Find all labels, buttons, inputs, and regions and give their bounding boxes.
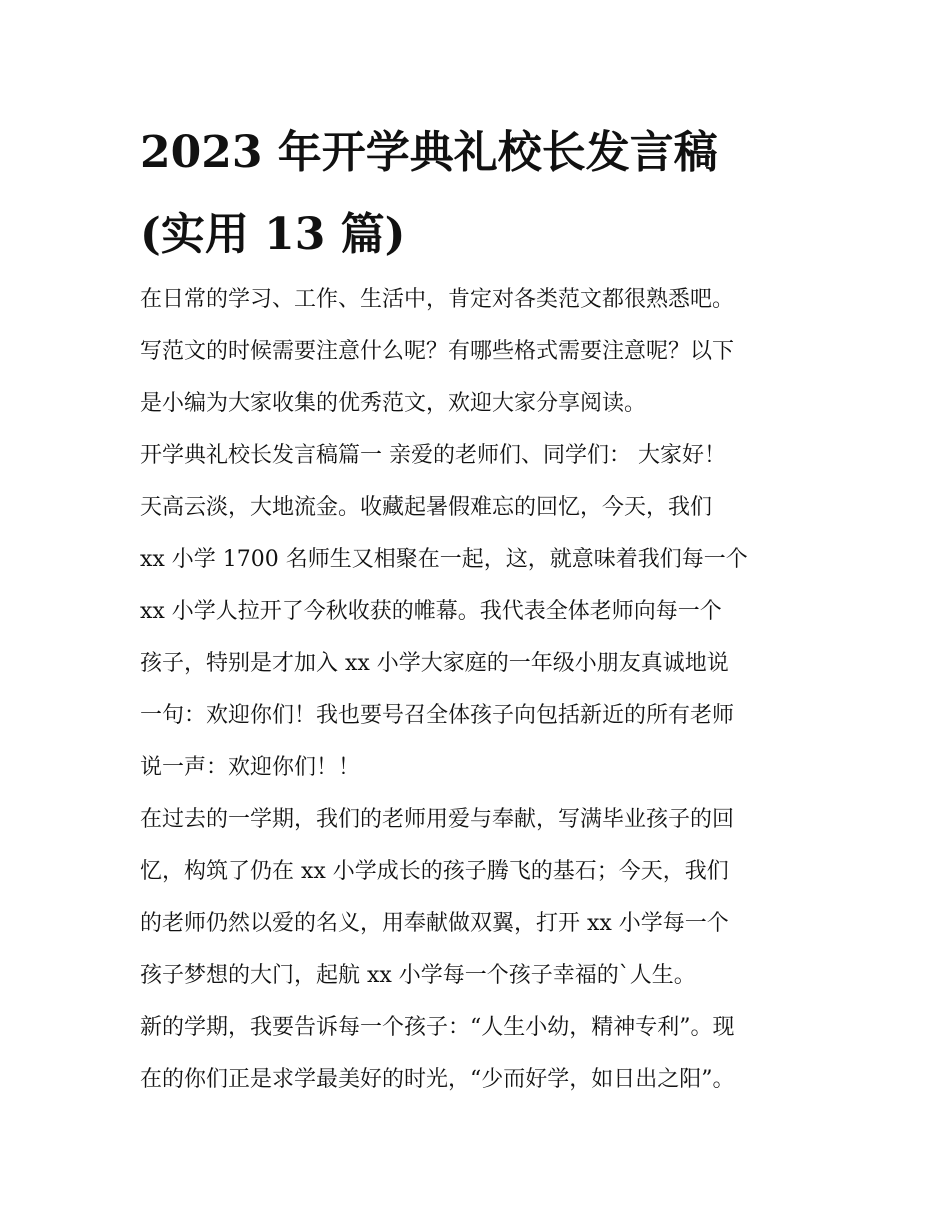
body-line: 忆，构筑了仍在 xx 小学成长的孩子腾飞的基石；今天，我们 <box>140 859 729 884</box>
body-line: 一句：欢迎你们！我也要号召全体孩子向包括新近的所有老师 <box>140 703 735 728</box>
body-line: 的老师仍然以爱的名义，用奉献做双翼，打开 xx 小学每一个 <box>140 911 729 936</box>
body-line: 说一声：欢迎你们！！ <box>140 755 361 780</box>
body-line: 在日常的学习、工作、生活中，肯定对各类范文都很熟悉吧。 <box>140 287 735 312</box>
body-line: 在的你们正是求学最美好的时光，“少而好学，如日出之阳”。 <box>140 1067 735 1092</box>
body-line: 写范文的时候需要注意什么呢？有哪些格式需要注意呢？以下 <box>140 339 735 364</box>
body-line: 天高云淡，大地流金。收藏起暑假难忘的回忆，今天，我们 <box>140 495 713 520</box>
document-body <box>140 274 830 1106</box>
body-line: xx 小学人拉开了今秋收获的帷幕。我代表全体老师向每一个 <box>140 599 722 624</box>
title-line-1: 2023 年开学典礼校长发言稿 <box>140 127 718 178</box>
body-line: 是小编为大家收集的优秀范文，欢迎大家分享阅读。 <box>140 391 647 416</box>
body-line: 孩子，特别是才加入 xx 小学大家庭的一年级小朋友真诚地说 <box>140 651 729 676</box>
body-line: 新的学期，我要告诉每一个孩子：“人生小幼，精神专利”。现 <box>140 1015 735 1040</box>
body-line: 在过去的一学期，我们的老师用爱与奉献，写满毕业孩子的回 <box>140 807 735 832</box>
body-line: 开学典礼校长发言稿篇一 亲爱的老师们、同学们： 大家好！ <box>140 443 726 468</box>
title-line-2: (实用 13 篇) <box>140 209 406 260</box>
body-line: xx 小学 1700 名师生又相聚在一起，这，就意味着我们每一个 <box>140 547 748 572</box>
body-line: 孩子梦想的大门，起航 xx 小学每一个孩子幸福的`人生。 <box>140 963 696 988</box>
document-title <box>140 112 820 276</box>
